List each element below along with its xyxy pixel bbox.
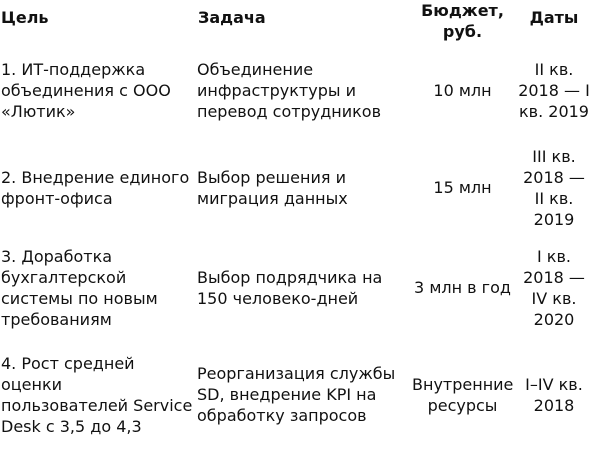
header-dates: Даты bbox=[529, 8, 579, 27]
dates-cell: III кв. 2018 — II кв. 2019 bbox=[523, 146, 585, 229]
header-goal: Цель bbox=[1, 8, 49, 27]
task-cell: Реорганизация службы SD, внедрение KPI на обработку запросов bbox=[197, 364, 396, 425]
task-cell: Выбор решения и миграция данных bbox=[197, 167, 348, 208]
budget-cell: Внутренние ресурсы bbox=[412, 374, 514, 415]
goal-cell: 4. Рост средней оценки пользователей Service Desk с 3,5 до 4,3 bbox=[1, 353, 193, 436]
goal-cell: 2. Внедрение единого фронт-офиса bbox=[1, 167, 190, 208]
budget-cell: 15 млн bbox=[433, 178, 492, 197]
table-row bbox=[0, 237, 591, 338]
goal-cell: 3. Доработка бухгалтерской системы по новым требованиям bbox=[1, 246, 158, 329]
table-row bbox=[0, 42, 591, 138]
dates-cell: I кв. 2018 — IV кв. 2020 bbox=[523, 246, 585, 329]
goal-cell: 1. ИТ-поддержка объединения с ООО «Лютик» bbox=[1, 59, 171, 121]
dates-cell: II кв. 2018 — I кв. 2019 bbox=[518, 59, 590, 121]
table-header-row bbox=[0, 0, 591, 42]
task-cell: Объединение инфраструктуры и перевод сотрудников bbox=[197, 59, 382, 121]
table-row bbox=[0, 138, 591, 237]
header-budget: Бюджет, руб. bbox=[421, 1, 504, 41]
dates-cell: I–IV кв. 2018 bbox=[525, 374, 583, 415]
budget-cell: 10 млн bbox=[433, 80, 492, 100]
task-cell: Выбор подрядчика на 150 человеко-дней bbox=[197, 267, 383, 308]
budget-cell: 3 млн в год bbox=[414, 278, 511, 297]
table-row bbox=[0, 338, 591, 451]
header-task: Задача bbox=[198, 8, 266, 27]
